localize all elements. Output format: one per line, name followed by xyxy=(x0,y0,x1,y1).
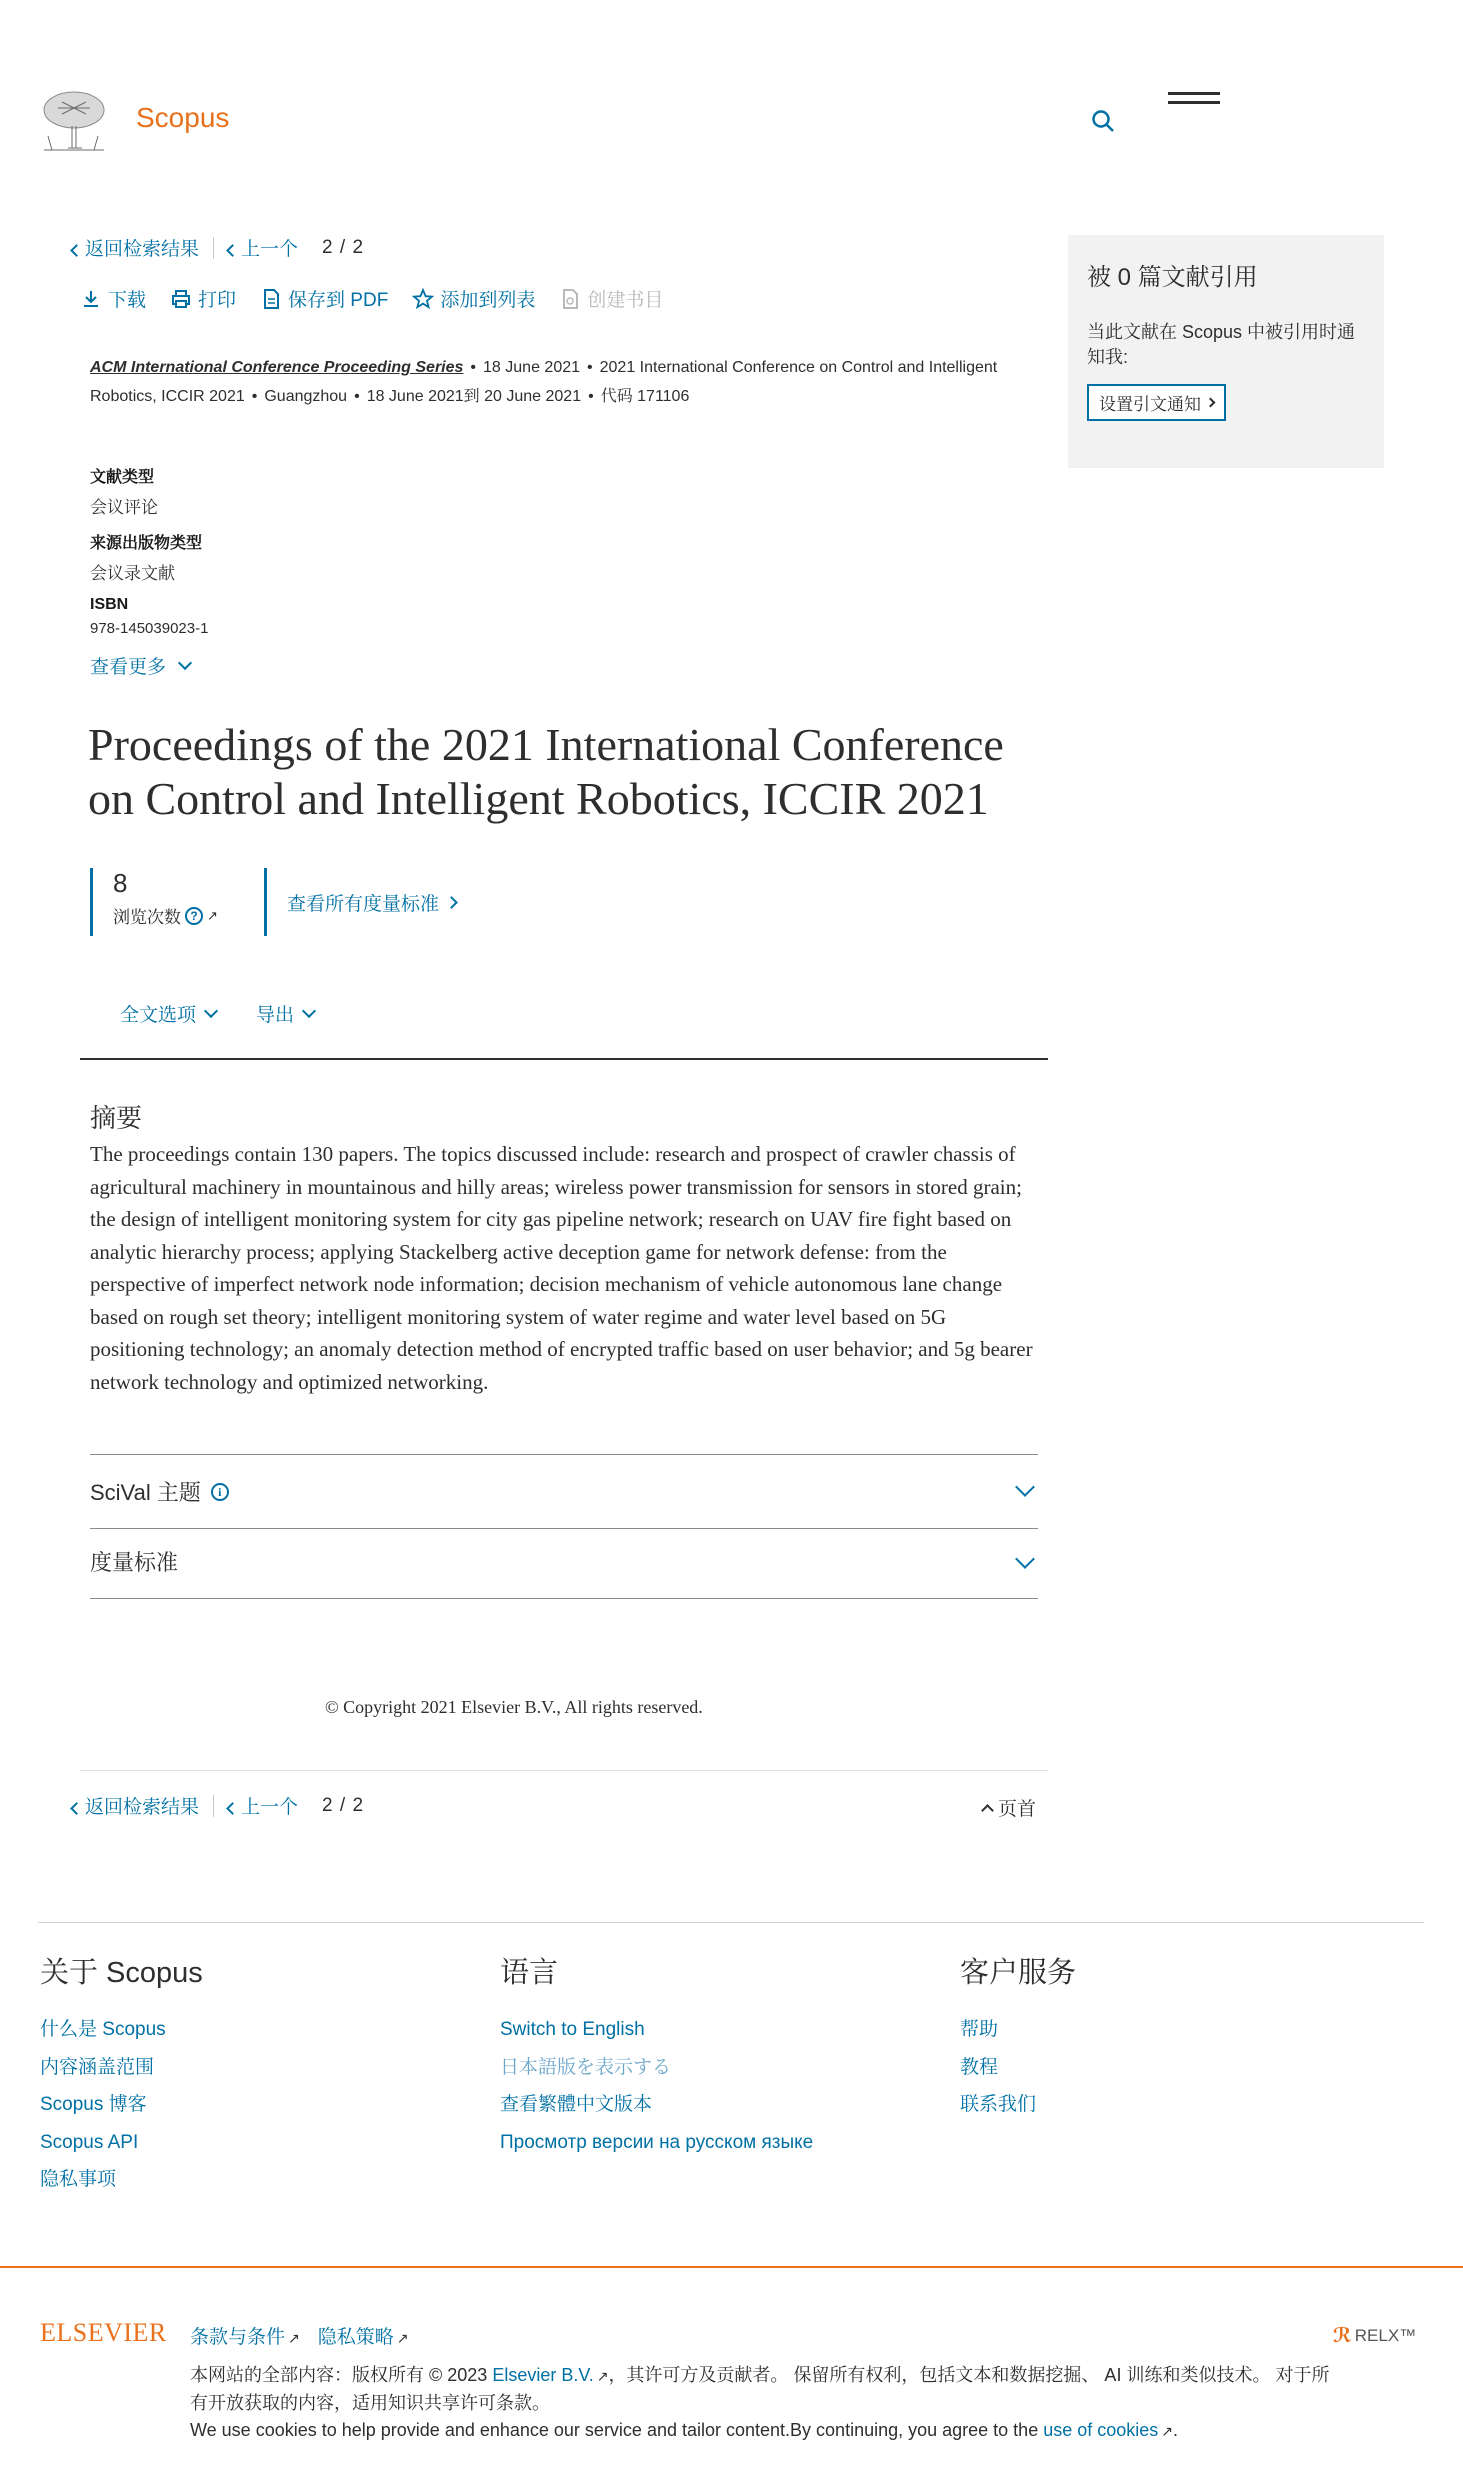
add-to-list-button[interactable]: 添加到列表 xyxy=(412,285,535,312)
footer-link-what-is-scopus[interactable]: 什么是 Scopus xyxy=(40,2019,166,2040)
info-icon[interactable]: i xyxy=(211,1483,229,1501)
result-navigation-top xyxy=(72,234,364,261)
legal-links xyxy=(190,2322,409,2349)
footer-link-coverage[interactable]: 内容涵盖范围 xyxy=(40,2056,155,2078)
print-icon xyxy=(170,288,192,310)
chevron-right-icon xyxy=(445,896,458,909)
show-more-link[interactable]: 查看更多 xyxy=(90,652,190,679)
source-metadata: ACM International Conference Proceeding Series • 18 June 2021 • 2021 International Conference on Control and Intelligent Robotics, ICCIR 2021 • Guangzhou • 18 June 2021到 20 June 2021 • 代码 171106 xyxy=(90,359,998,405)
terms-link[interactable]: 条款与条件 ↗ xyxy=(190,2327,300,2348)
abstract-text: The proceedings contain 130 papers. The topics discussed include: research and prospect of crawler chassis of agricultural machinery in mountainous and hilly areas; wireless power transmission for sensors in stored grain; the design of intelligent monitoring system for city gas pipeline network; research on UAV fire fight based on analytic hierarchy process; applying Stackelberg active deception game for network defense: from the perspective of imperfect network node information; decision mechanism of vehicle autonomous lane change based on rough set theory; intelligent monitoring system of water regime and water level based on 5G positioning technology; an anomaly detection method of encrypted traffic based on user behavior; and 5g bearer network technology and optimized networking. xyxy=(90,1142,1033,1394)
page-indicator: 2 / 2 xyxy=(322,1794,365,1816)
metrics-accordion[interactable]: 度量标准 xyxy=(90,1550,179,1575)
detail-doc-type: 文献类型 会议评论 xyxy=(90,469,158,517)
external-link-icon[interactable]: ↗ xyxy=(207,907,218,923)
chevron-down-icon xyxy=(302,1003,316,1017)
previous-link[interactable]: 上一个 xyxy=(228,234,298,261)
chevron-down-icon xyxy=(178,655,192,669)
save-pdf-button[interactable]: 保存到 PDF xyxy=(260,285,388,312)
view-all-metrics-link[interactable]: 查看所有度量标准 xyxy=(264,868,456,936)
chevron-right-icon xyxy=(1206,398,1216,408)
footer-language-heading: 语言 xyxy=(500,1957,559,1989)
chevron-down-icon[interactable] xyxy=(1015,1477,1035,1497)
elsevier-logo[interactable]: ELSEVIER xyxy=(40,2318,167,2347)
views-label: 浏览次数 xyxy=(113,908,181,927)
divider xyxy=(90,1528,1038,1529)
chevron-down-icon xyxy=(204,1003,218,1017)
citation-alert-description: 当此文献在 Scopus 中被引用时通知我: xyxy=(1087,322,1356,367)
external-link-icon: ↗ xyxy=(288,2330,300,2346)
footer-service-column xyxy=(960,1950,1076,2124)
footer-link-russian[interactable]: Просмотр версии на русском языке xyxy=(500,2131,814,2153)
search-icon[interactable] xyxy=(1090,108,1116,134)
abstract-heading: 摘要 xyxy=(90,1103,143,1133)
footer-link-tutorials[interactable]: 教程 xyxy=(960,2056,999,2078)
star-icon xyxy=(412,288,434,310)
footer-about-column xyxy=(40,1950,203,2199)
conference-name: 2021 International Conference on Control and Intelligent Robotics, ICCIR 2021 xyxy=(90,359,998,405)
detail-isbn: ISBN 978-145039023-1 xyxy=(90,596,209,637)
download-button[interactable]: 下载 xyxy=(80,285,146,312)
cited-by-title: 被 0 篇文献引用 xyxy=(1087,264,1258,291)
privacy-policy-link[interactable]: 隐私策略 ↗ xyxy=(317,2327,409,2348)
pdf-icon xyxy=(260,288,282,310)
document-details xyxy=(90,464,208,637)
result-navigation-bottom xyxy=(72,1792,364,1819)
back-to-results-link[interactable]: 返回检索结果 xyxy=(72,1792,199,1819)
copyright-notice: © Copyright 2021 Elsevier B.V., All rights reserved. xyxy=(325,1697,703,1717)
footer-service-heading: 客户服务 xyxy=(960,1957,1077,1989)
footer-link-help[interactable]: 帮助 xyxy=(960,2019,999,2040)
help-icon[interactable]: ? xyxy=(185,907,203,925)
document-options xyxy=(120,1000,314,1027)
download-icon xyxy=(80,288,102,310)
export-dropdown[interactable]: 导出 xyxy=(256,1000,314,1027)
footer-language-column xyxy=(500,1950,813,2161)
chevron-down-icon[interactable] xyxy=(1015,1549,1035,1569)
footer-link-english[interactable]: Switch to English xyxy=(500,2019,645,2040)
footer-legal-text: 本网站的全部内容：版权所有 © 2023 Elsevier B.V. ↗，其许可方及贡献者。 保留所有权利，包括文本和数据挖掘、 AI 训练和类似技术。 对于所有开放获取的内容，适用知识共享许可条款。 We use cookies to help provide and enhance our service and tailor content.By continuing, you agree to the use of cookies ↗. xyxy=(190,2362,1340,2445)
previous-link[interactable]: 上一个 xyxy=(228,1792,298,1819)
footer-link-contact[interactable]: 联系我们 xyxy=(960,2094,1037,2115)
conference-dates: 18 June 2021到 20 June 2021 xyxy=(366,388,582,405)
divider xyxy=(90,1598,1038,1599)
footer-link-traditional-chinese[interactable]: 查看繁體中文版本 xyxy=(500,2094,653,2115)
print-button[interactable]: 打印 xyxy=(170,285,236,312)
views-count: 8 xyxy=(113,868,128,898)
back-to-top-link[interactable]: 页首 xyxy=(983,1794,1036,1821)
divider xyxy=(80,1058,1048,1060)
cited-by-panel xyxy=(1068,235,1384,468)
page-indicator: 2 / 2 xyxy=(322,236,365,258)
footer-about-heading: 关于 Scopus xyxy=(40,1957,203,1989)
divider xyxy=(80,1770,1048,1771)
external-link-icon: ↗ xyxy=(1161,2423,1174,2439)
bibliography-icon xyxy=(559,288,581,310)
footer-link-japanese[interactable]: 日本語版を表示する xyxy=(500,2056,672,2078)
relx-mark-icon: ℛ xyxy=(1333,2325,1352,2347)
relx-logo[interactable]: ℛ RELX™ xyxy=(1333,2325,1417,2347)
scopus-brand[interactable]: Scopus xyxy=(136,102,230,133)
elsevier-bv-link[interactable]: Elsevier B.V. xyxy=(492,2365,594,2385)
divider xyxy=(38,1922,1424,1923)
conference-location: Guangzhou xyxy=(264,388,348,405)
back-to-results-link[interactable]: 返回检索结果 xyxy=(72,234,199,261)
document-toolbar xyxy=(80,285,663,312)
external-link-icon: ↗ xyxy=(596,2368,609,2384)
publication-date: 18 June 2021 xyxy=(483,359,581,376)
divider xyxy=(0,2266,1463,2268)
views-metric xyxy=(90,868,266,936)
cookies-link[interactable]: use of cookies xyxy=(1043,2420,1159,2440)
divider xyxy=(90,1454,1038,1455)
footer-link-api[interactable]: Scopus API xyxy=(40,2131,139,2153)
footer-link-privacy[interactable]: 隐私事项 xyxy=(40,2169,117,2190)
series-link[interactable]: ACM International Conference Proceeding Series xyxy=(90,359,464,376)
footer-link-blog[interactable]: Scopus 博客 xyxy=(40,2094,147,2115)
create-bibliography-button[interactable]: 创建书目 xyxy=(559,285,663,312)
scival-topics-accordion[interactable]: SciVal 主题 i xyxy=(90,1476,229,1507)
full-text-options-dropdown[interactable]: 全文选项 xyxy=(120,1000,216,1027)
hamburger-menu-icon[interactable] xyxy=(1168,92,1220,114)
elsevier-tree-logo[interactable] xyxy=(38,88,110,156)
external-link-icon: ↗ xyxy=(396,2330,409,2346)
conference-code: 代码 171106 xyxy=(600,388,690,405)
set-citation-alert-button[interactable]: 设置引文通知 xyxy=(1087,384,1226,421)
detail-source-type: 来源出版物类型 会议录文献 xyxy=(90,535,203,583)
document-title: Proceedings of the 2021 International Conference on Control and Intelligent Robotics, ICCIR 2021 xyxy=(88,719,1004,824)
chevron-up-icon xyxy=(981,1804,994,1817)
